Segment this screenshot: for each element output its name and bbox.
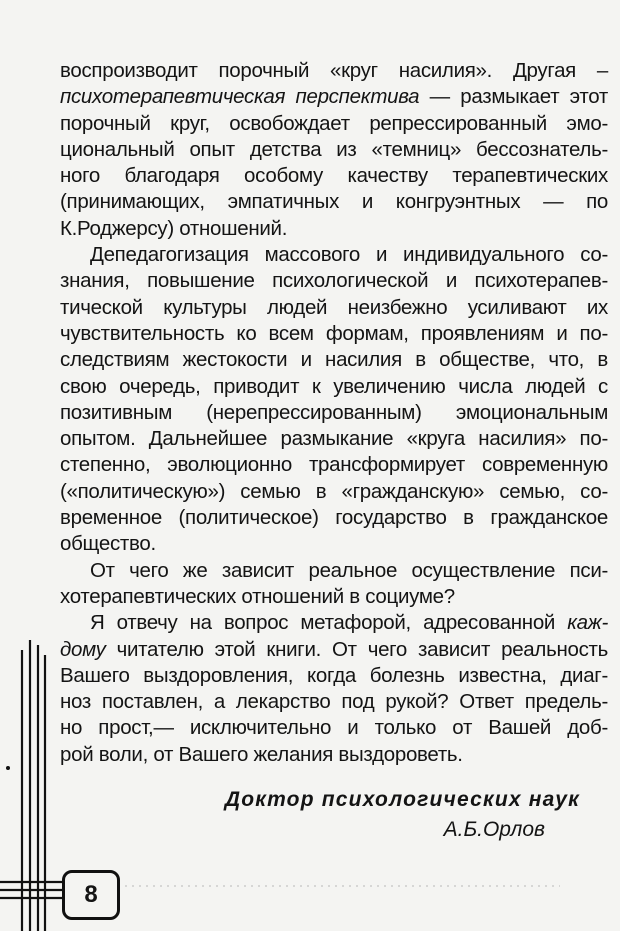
text-line: но прост,— исключительно и только от Вашей доб- <box>60 716 608 740</box>
text-line: знания, повышение психологической и психотерапев- <box>60 269 608 293</box>
text-line: К.Роджерсу) отношений. <box>60 216 288 240</box>
text-line: ного благодаря особому качеству терапевтических <box>60 164 608 188</box>
text-line: ноз поставлен, а лекарство под рукой? Ответ предель- <box>60 690 608 714</box>
emphasis-text: каж- <box>567 611 608 635</box>
text-line: воспроизводит порочный «круг насилия». Другая – <box>60 59 608 82</box>
text-line: чувствительность ко всем формам, проявлениям и по- <box>60 321 608 345</box>
text-line: свою очередь, приводит к увеличению числа людей с <box>60 374 608 398</box>
text-line: (принимающих, эмпатичных и конгруэнтных — по <box>60 190 608 214</box>
text-line: порочный круг, освобождает репрессированный эмо- <box>60 111 608 135</box>
text-line: тической культуры людей неизбежно усиливают их <box>60 295 608 319</box>
text-run: Я отвечу на вопрос метафорой, адресованной <box>90 611 568 635</box>
text-line: следствиям жестокости и насилия в обществе, что, в <box>60 348 608 372</box>
text-line: рой воли, от Вашего желания выздороветь. <box>60 742 463 766</box>
text-line <box>60 84 608 110</box>
text-line: От чего же зависит реальное осуществление пси- <box>90 558 608 582</box>
text-line: циональный опыт детства из «темниц» бессознатель- <box>60 137 608 161</box>
frame-vertical-lines <box>22 640 45 931</box>
emphasis-text: психотерапевтическая перспектива <box>60 85 420 109</box>
ink-speck <box>6 766 10 770</box>
text-line: степенно, эволюционно трансформирует современную <box>60 453 608 477</box>
page-number: 8 <box>62 870 120 920</box>
text-line: общество. <box>60 532 156 556</box>
text-line <box>60 637 608 663</box>
text-run: — размыкает этот <box>419 85 608 109</box>
text-run: читателю этой книги. От чего зависит реальность <box>105 637 608 661</box>
signature-block <box>180 785 580 845</box>
emphasis-text: дому <box>60 637 106 661</box>
text-line: Депедагогизация массового и индивидуального со- <box>90 243 608 267</box>
text-line: позитивным (нерепрессированным) эмоциональным <box>60 400 608 424</box>
text-line: («политическую») семью в «гражданскую» семью, со- <box>60 479 608 503</box>
text-line: Вашего выздоровления, когда болезнь известна, диаг- <box>60 663 608 687</box>
body-text <box>60 58 608 768</box>
signature-title: Доктор психологических наук <box>224 788 580 811</box>
signature-author: А.Б.Орлов <box>443 818 545 841</box>
text-line <box>60 610 608 636</box>
text-line: временное (политическое) государство в гражданское <box>60 506 608 530</box>
text-line: хотерапевтических отношений в социуме? <box>60 584 455 608</box>
text-line: опытом. Дальнейшее размыкание «круга насилия» по- <box>60 427 608 451</box>
